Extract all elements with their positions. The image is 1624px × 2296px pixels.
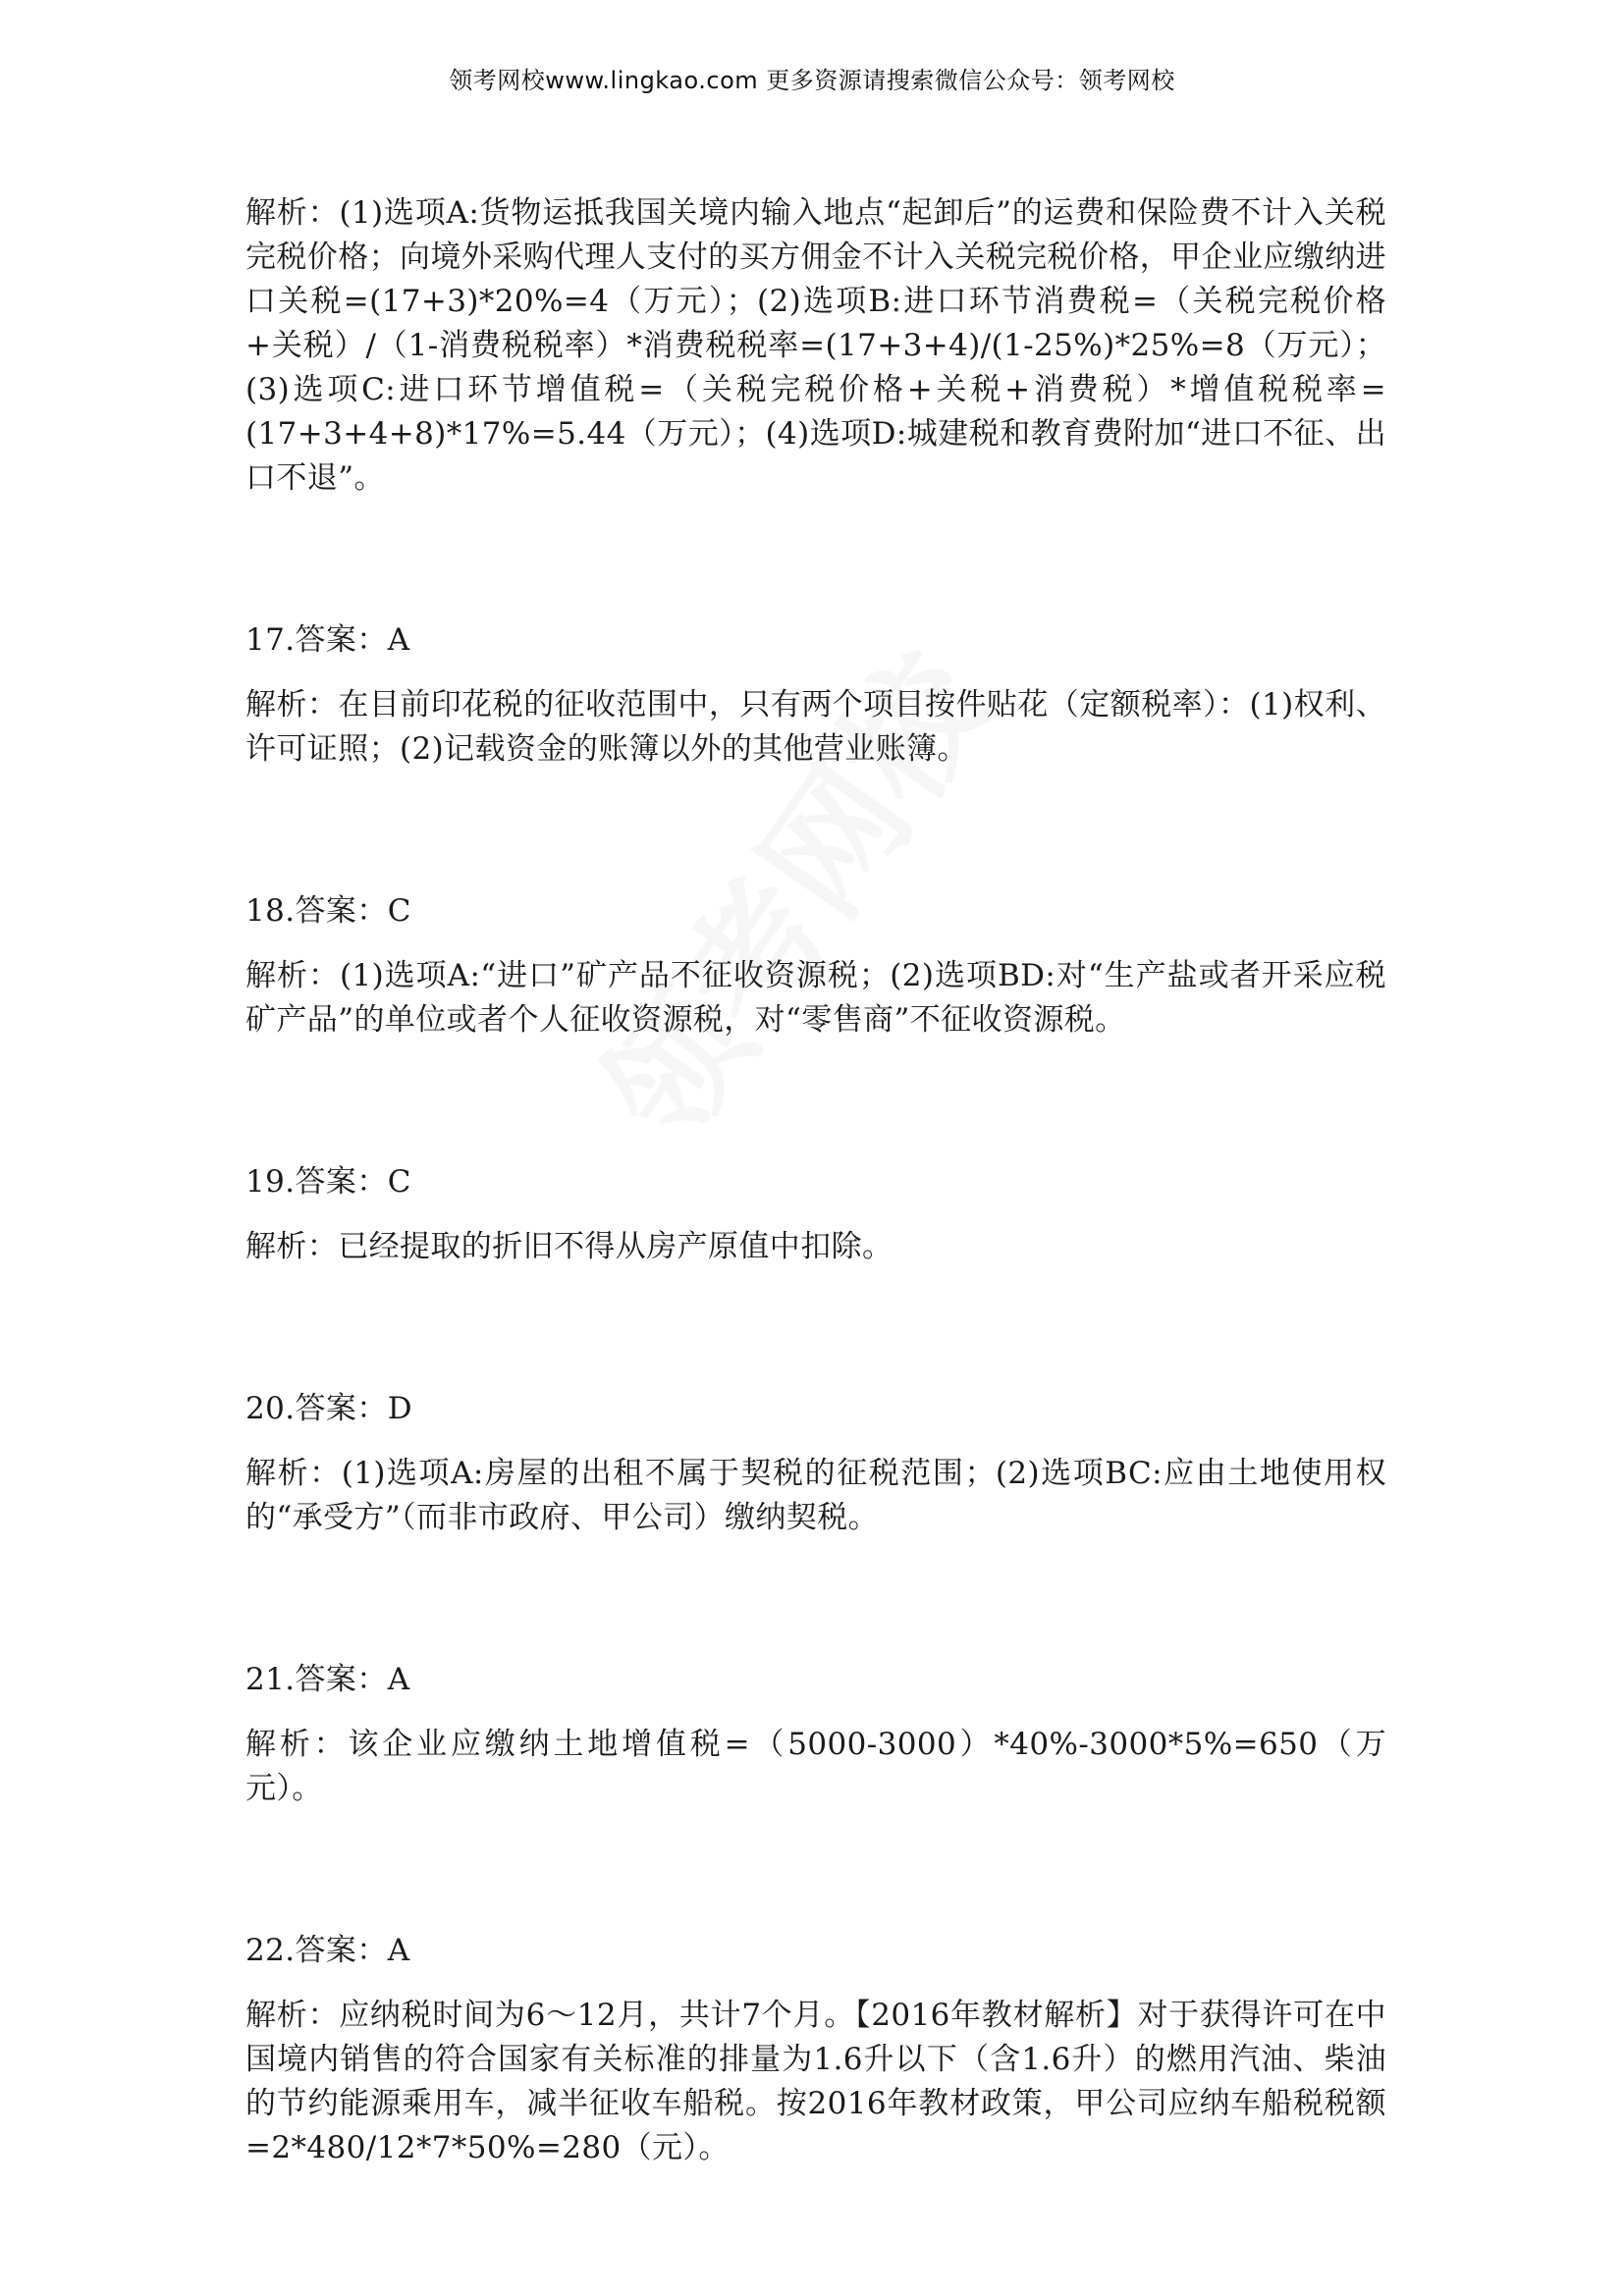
- analysis-21: 解析：该企业应缴纳土地增值税=（5000-3000）*40%-3000*5%=650（万元）。: [245, 1727, 1386, 1806]
- page-header: 领考网校www.lingkao.com 更多资源请搜索微信公众号：领考网校: [449, 67, 1175, 94]
- analysis-18: 解析：(1)选项A:“进口”矿产品不征收资源税；(2)选项BD:对“生产盐或者开采应税矿产品”的单位或者个人征收资源税，对“零售商”不征收资源税。: [245, 958, 1386, 1038]
- analysis-20: 解析：(1)选项A:房屋的出租不属于契税的征税范围；(2)选项BC:应由土地使用权的“承受方”（而非市政府、甲公司）缴纳契税。: [245, 1456, 1386, 1535]
- answer-22: 22.答案：A: [245, 1933, 410, 1968]
- analysis-17: 解析：在目前印花税的征收范围中，只有两个项目按件贴花（定额税率）：(1)权利、许可证照；(2)记载资金的账簿以外的其他营业账簿。: [245, 687, 1386, 767]
- analysis-22: 解析：应纳税时间为6～12月，共计7个月。【2016年教材解析】对于获得许可在中国境内销售的符合国家有关标准的排量为1.6升以下（含1.6升）的燃用汽油、柴油的节约能源乘用车，减半征收车船税。按2016年教材政策，甲公司应纳车船税税额=2*480/12*7*50%=280（元）。: [245, 1998, 1386, 2165]
- analysis-19: 解析：已经提取的折旧不得从房产原值中扣除。: [245, 1229, 893, 1264]
- answer-20: 20.答案：D: [245, 1391, 412, 1426]
- answer-19: 19.答案：C: [245, 1164, 411, 1200]
- document-body: [245, 191, 1386, 2170]
- answer-21: 21.答案：A: [245, 1662, 410, 1697]
- answer-17: 17.答案：A: [245, 622, 410, 658]
- intro-analysis: 解析：(1)选项A:货物运抵我国关境内输入地点“起卸后”的运费和保险费不计入关税完税价格；向境外采购代理人支付的买方佣金不计入关税完税价格，甲企业应缴纳进口关税=(17+3)*20%=4（万元）；(2)选项B:进口环节消费税=（关税完税价格+关税）/（1-消费税税率）*消费税税率=(17+3+4)/(1-25%)*25%=8（万元）；(3)选项C:进口环节增值税=（关税完税价格+关税+消费税）*增值税税率=(17+3+4+8)*17%=5.44（万元）；(4)选项D:城建税和教育费附加“进口不征、出口不退”。: [245, 195, 1386, 496]
- answer-18: 18.答案：C: [245, 893, 411, 929]
